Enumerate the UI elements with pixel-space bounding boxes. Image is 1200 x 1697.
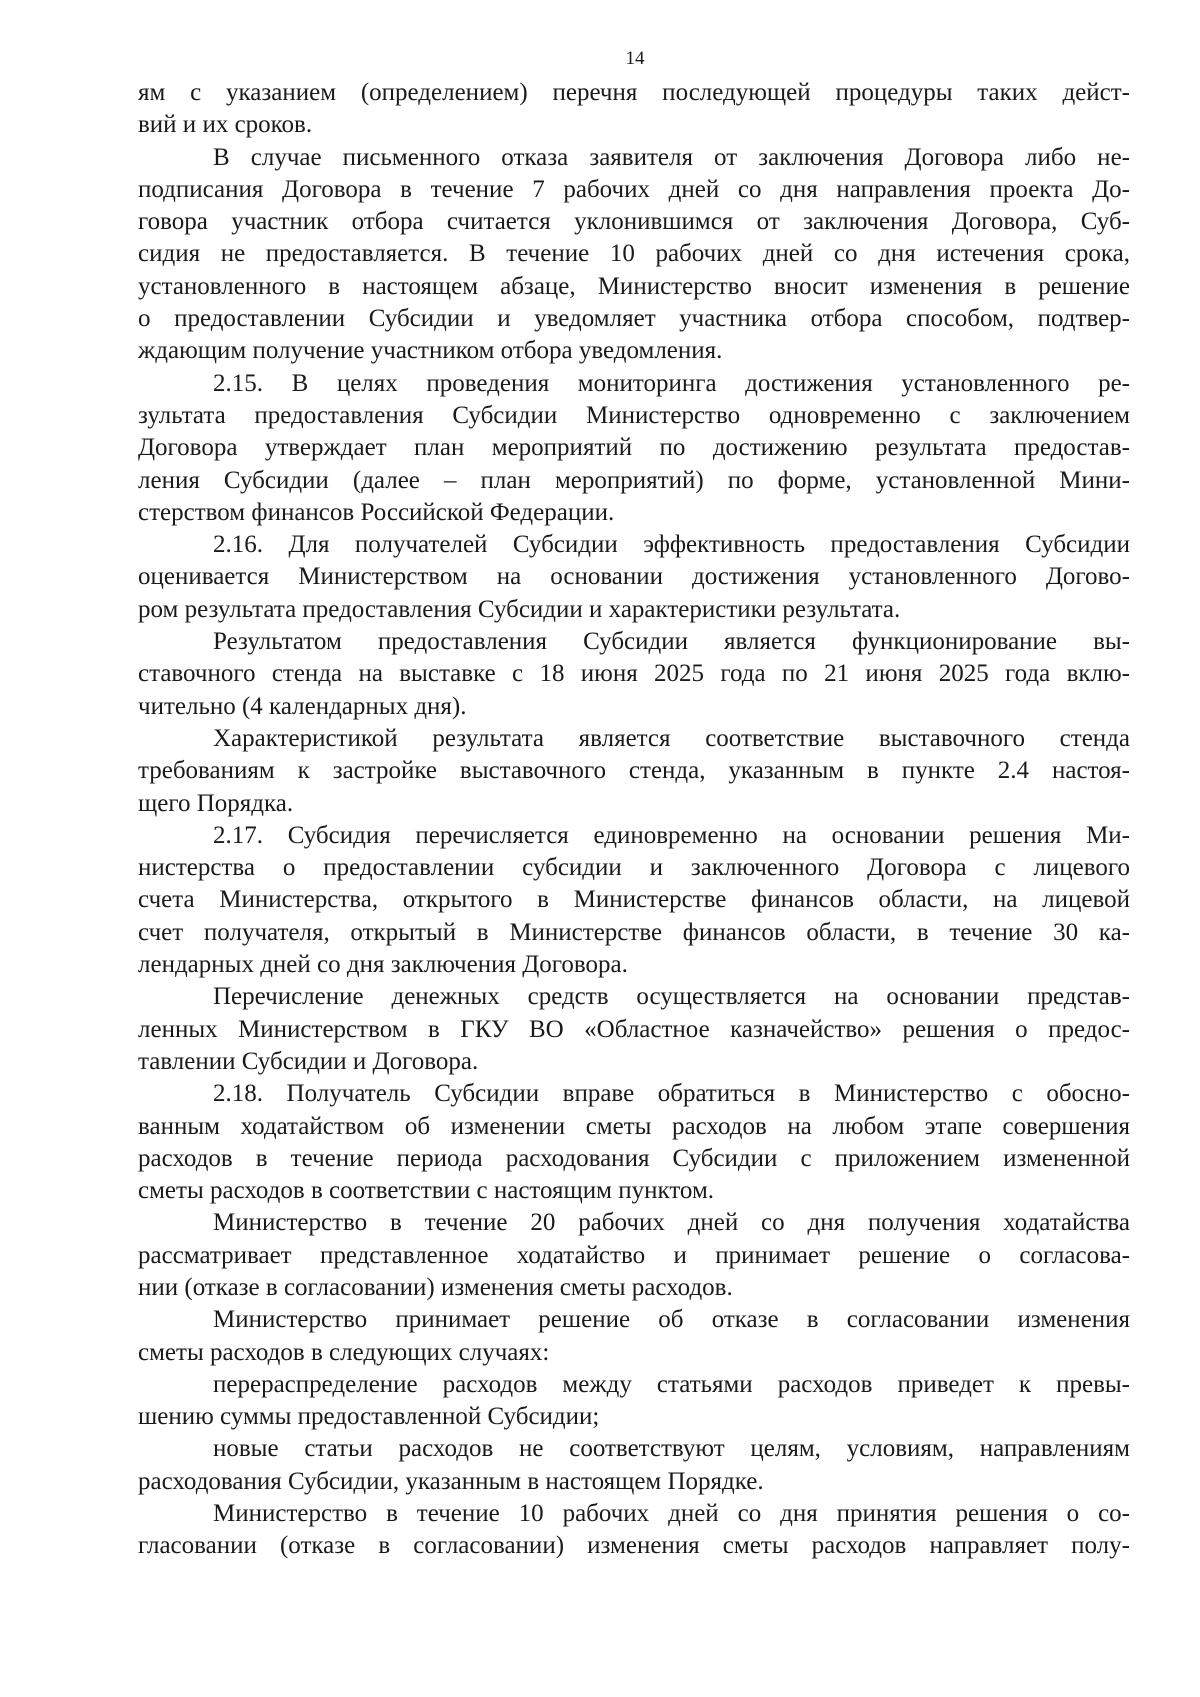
text-line: Министерство принимает решение об отказе в согласовании изменения <box>213 1306 1130 1334</box>
text-line: счета Министерства, открытого в Министерстве финансов области, на лицевой <box>138 886 1130 914</box>
text-line: ждающим получение участником отбора уведомления. <box>138 337 723 365</box>
text-line: Перечисление денежных средств осуществляется на основании представ- <box>213 983 1130 1011</box>
text-line: ставочного стенда на выставке с 18 июня 2025 года по 21 июня 2025 года вклю- <box>138 660 1130 688</box>
text-line: В случае письменного отказа заявителя от заключения Договора либо не- <box>213 143 1130 171</box>
text-line: лендарных дней со дня заключения Договора. <box>138 951 628 979</box>
text-line: о предоставлении Субсидии и уведомляет участника отбора способом, подтвер- <box>138 305 1130 333</box>
text-line: гласовании (отказе в согласовании) изменения сметы расходов направляет полу- <box>138 1532 1130 1560</box>
text-line: установленного в настоящем абзаце, Министерство вносит изменения в решение <box>138 272 1130 300</box>
text-line: рассматривает представленное ходатайство и принимает решение о согласова- <box>138 1241 1130 1269</box>
text-line: 2.17. Субсидия перечисляется единовременно на основании решения Ми- <box>213 821 1130 849</box>
text-line: ром результата предоставления Субсидии и характеристики результата. <box>138 595 901 623</box>
text-line: расходов в течение периода расходования Субсидии с приложением измененной <box>138 1144 1130 1172</box>
text-line: 2.18. Получатель Субсидии вправе обратиться в Министерство с обосно- <box>213 1080 1130 1108</box>
text-line: Результатом предоставления Субсидии является функционирование вы- <box>213 628 1130 656</box>
text-line: ям с указанием (определением) перечня последующей процедуры таких дейст- <box>138 79 1130 106</box>
text-line: зультата предоставления Субсидии Министерство одновременно с заключением <box>138 401 1130 429</box>
text-line: сметы расходов в соответствии с настоящим пунктом. <box>138 1177 715 1205</box>
text-line: оценивается Министерством на основании достижения установленного Догово- <box>138 563 1130 591</box>
text-line: новые статьи расходов не соответствуют целям, условиям, направлениям <box>213 1435 1130 1463</box>
text-line: 2.16. Для получателей Субсидии эффективность предоставления Субсидии <box>213 531 1130 559</box>
text-line: Министерство в течение 20 рабочих дней со дня получения ходатайства <box>213 1209 1130 1237</box>
text-line: чительно (4 календарных дня). <box>138 692 467 720</box>
text-line: подписания Договора в течение 7 рабочих дней со дня направления проекта До- <box>138 175 1130 203</box>
text-line: ления Субсидии (далее – план мероприятий) по форме, установленной Мини- <box>138 466 1130 494</box>
text-line: нии (отказе в согласовании) изменения сметы расходов. <box>138 1273 733 1301</box>
text-line: Министерство в течение 10 рабочих дней со дня принятия решения о со- <box>213 1500 1130 1528</box>
text-line: щего Порядка. <box>138 789 294 817</box>
text-line: тавлении Субсидии и Договора. <box>138 1047 479 1075</box>
text-line: сидия не предоставляется. В течение 10 рабочих дней со дня истечения срока, <box>138 240 1130 268</box>
text-line: вий и их сроков. <box>138 111 313 139</box>
text-line: говора участник отбора считается уклонившимся от заключения Договора, Суб- <box>138 208 1130 236</box>
text-line: ленных Министерством в ГКУ ВО «Областное казначейство» решения о предос- <box>138 1015 1130 1043</box>
page-number: 14 <box>625 48 645 69</box>
text-line: перераспределение расходов между статьями расходов приведет к превы- <box>213 1370 1130 1398</box>
text-line: 2.15. В целях проведения мониторинга достижения установленного ре- <box>213 369 1130 397</box>
text-line: Характеристикой результата является соответствие выставочного стенда <box>213 724 1130 752</box>
text-line: шению суммы предоставленной Субсидии; <box>138 1403 600 1431</box>
text-line: нистерства о предоставлении субсидии и заключенного Договора с лицевого <box>138 854 1130 882</box>
text-line: Договора утверждает план мероприятий по достижению результата предостав- <box>138 434 1130 462</box>
text-line: счет получателя, открытый в Министерстве финансов области, в течение 30 ка- <box>138 918 1130 946</box>
text-line: требованиям к застройке выставочного стенда, указанным в пункте 2.4 настоя- <box>138 757 1130 785</box>
text-line: стерством финансов Российской Федерации. <box>138 498 615 526</box>
text-line: сметы расходов в следующих случаях: <box>138 1338 550 1366</box>
text-line: ванным ходатайством об изменении сметы расходов на любом этапе совершения <box>138 1112 1130 1140</box>
text-line: расходования Субсидии, указанным в настоящем Порядке. <box>138 1467 764 1495</box>
document-body <box>138 77 1130 1563</box>
